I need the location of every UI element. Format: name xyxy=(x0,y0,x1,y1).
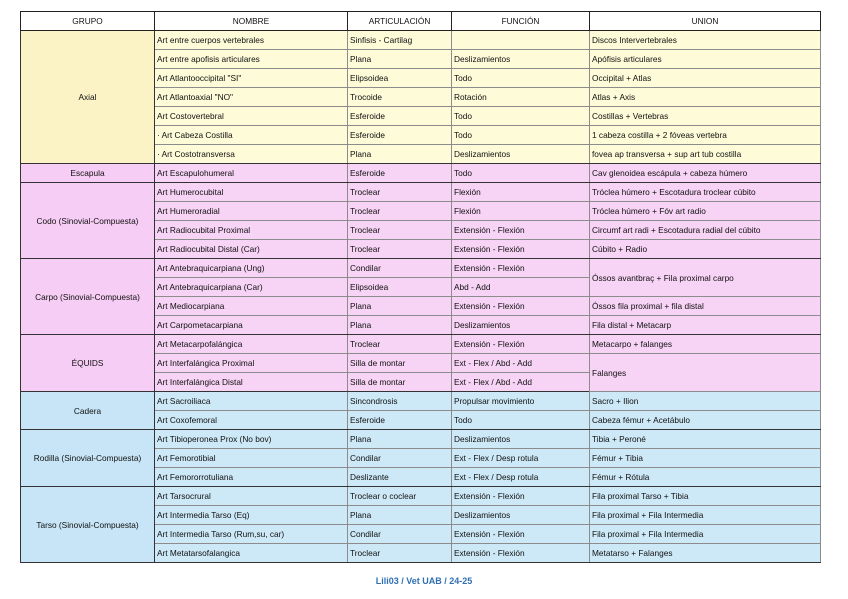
group-cell: Codo (Sinovial-Compuesta) xyxy=(21,183,155,259)
nombre-cell: · Art Cabeza Costilla xyxy=(155,126,348,145)
articulations-table xyxy=(20,11,821,563)
nombre-cell: Art Atlantooccipital "SI" xyxy=(155,69,348,88)
articulacion-cell: Condilar xyxy=(348,259,452,278)
union-cell: Discos Intervertebrales xyxy=(590,31,821,50)
union-cell: Fila proximal Tarso + Tibia xyxy=(590,487,821,506)
funcion-cell: Todo xyxy=(452,164,590,183)
nombre-cell: Art Mediocarpiana xyxy=(155,297,348,316)
union-cell: Fila distal + Metacarp xyxy=(590,316,821,335)
articulacion-cell: Troclear xyxy=(348,544,452,563)
nombre-cell: Art Carpometacarpiana xyxy=(155,316,348,335)
articulacion-cell: Troclear xyxy=(348,183,452,202)
funcion-cell: Deslizamientos xyxy=(452,316,590,335)
table-row xyxy=(21,31,821,50)
funcion-cell: Flexión xyxy=(452,202,590,221)
nombre-cell: Art Escapulohumeral xyxy=(155,164,348,183)
articulacion-cell: Silla de montar xyxy=(348,354,452,373)
funcion-cell: Todo xyxy=(452,69,590,88)
group-cell: Tarso (Sinovial-Compuesta) xyxy=(21,487,155,563)
union-cell: Cav glenoidea escápula + cabeza húmero xyxy=(590,164,821,183)
nombre-cell: Art Atlantoaxial "NO" xyxy=(155,88,348,107)
union-cell: Óssos avantbraç + Fila proximal carpo xyxy=(590,259,821,297)
nombre-cell: Art entre apofisis articulares xyxy=(155,50,348,69)
union-cell: Metatarso + Falanges xyxy=(590,544,821,563)
group-cell: Axial xyxy=(21,31,155,164)
nombre-cell: Art Femororrotuliana xyxy=(155,468,348,487)
articulacion-cell: Troclear xyxy=(348,335,452,354)
articulacion-cell: Plana xyxy=(348,297,452,316)
nombre-cell: Art Sacroiliaca xyxy=(155,392,348,411)
nombre-cell: Art Metacarpofalángica xyxy=(155,335,348,354)
funcion-cell: Extensión - Flexión xyxy=(452,297,590,316)
articulacion-cell: Plana xyxy=(348,50,452,69)
articulacion-cell: Troclear xyxy=(348,221,452,240)
union-cell: Tróclea húmero + Escotadura troclear cúbito xyxy=(590,183,821,202)
group-cell: Carpo (Sinovial-Compuesta) xyxy=(21,259,155,335)
union-cell: Costillas + Vertebras xyxy=(590,107,821,126)
articulacion-cell: Plana xyxy=(348,430,452,449)
nombre-cell: Art Radiocubital Proximal xyxy=(155,221,348,240)
funcion-cell: Flexión xyxy=(452,183,590,202)
articulacion-cell: Esferoide xyxy=(348,107,452,126)
articulacion-cell: Troclear xyxy=(348,202,452,221)
funcion-cell: Todo xyxy=(452,126,590,145)
funcion-cell: Extensión - Flexión xyxy=(452,525,590,544)
funcion-cell: Deslizamientos xyxy=(452,145,590,164)
table-row xyxy=(21,335,821,354)
funcion-cell: Todo xyxy=(452,107,590,126)
nombre-cell: Art Costovertebral xyxy=(155,107,348,126)
footer-credit: Lili03 / Vet UAB / 24-25 xyxy=(375,576,473,586)
union-cell: Tibia + Peroné xyxy=(590,430,821,449)
articulacion-cell: Troclear o coclear xyxy=(348,487,452,506)
union-cell: Fila proximal + Fila Intermedia xyxy=(590,506,821,525)
group-cell: Rodilla (Sinovial-Compuesta) xyxy=(21,430,155,487)
funcion-cell: Extensión - Flexión xyxy=(452,335,590,354)
funcion-cell: Extensión - Flexión xyxy=(452,487,590,506)
articulacion-cell: Trocoide xyxy=(348,88,452,107)
funcion-cell: Deslizamientos xyxy=(452,506,590,525)
articulacion-cell: Plana xyxy=(348,316,452,335)
articulacion-cell: Esferoide xyxy=(348,126,452,145)
header-articulacion: ARTICULACIÓN xyxy=(348,12,452,31)
articulations-sheet xyxy=(20,11,821,563)
nombre-cell: Art Interfalángica Proximal xyxy=(155,354,348,373)
union-cell: Cabeza fémur + Acetábulo xyxy=(590,411,821,430)
funcion-cell: Extensión - Flexión xyxy=(452,240,590,259)
header-row xyxy=(21,12,821,31)
funcion-cell: Ext - Flex / Desp rotula xyxy=(452,449,590,468)
articulacion-cell: Silla de montar xyxy=(348,373,452,392)
nombre-cell: Art Tarsocrural xyxy=(155,487,348,506)
union-cell: Apófisis articulares xyxy=(590,50,821,69)
funcion-cell: Rotación xyxy=(452,88,590,107)
funcion-cell: Ext - Flex / Desp rotula xyxy=(452,468,590,487)
articulacion-cell: Sincondrosis xyxy=(348,392,452,411)
funcion-cell: Propulsar movimiento xyxy=(452,392,590,411)
funcion-cell: Todo xyxy=(452,411,590,430)
nombre-cell: Art Femorotibial xyxy=(155,449,348,468)
nombre-cell: Art Intermedia Tarso (Eq) xyxy=(155,506,348,525)
union-cell: Fémur + Tibia xyxy=(590,449,821,468)
union-cell: fovea ap transversa + sup art tub costilla xyxy=(590,145,821,164)
union-cell: Falanges xyxy=(590,354,821,392)
table-row xyxy=(21,164,821,183)
nombre-cell: Art Coxofemoral xyxy=(155,411,348,430)
nombre-cell: Art Radiocubital Distal (Car) xyxy=(155,240,348,259)
header-grupo: GRUPO xyxy=(21,12,155,31)
union-cell: Fémur + Rótula xyxy=(590,468,821,487)
nombre-cell: Art Humeroradial xyxy=(155,202,348,221)
header-union: UNION xyxy=(590,12,821,31)
articulacion-cell: Elipsoidea xyxy=(348,278,452,297)
funcion-cell: Extensión - Flexión xyxy=(452,259,590,278)
union-cell: Óssos fila proximal + fila distal xyxy=(590,297,821,316)
group-cell: ÉQUIDS xyxy=(21,335,155,392)
union-cell: Metacarpo + falanges xyxy=(590,335,821,354)
union-cell: Fila proximal + Fila Intermedia xyxy=(590,525,821,544)
articulacion-cell: Condilar xyxy=(348,525,452,544)
nombre-cell: Art entre cuerpos vertebrales xyxy=(155,31,348,50)
funcion-cell: Ext - Flex / Abd - Add xyxy=(452,354,590,373)
funcion-cell: Extensión - Flexión xyxy=(452,544,590,563)
union-cell: Occipital + Atlas xyxy=(590,69,821,88)
funcion-cell xyxy=(452,31,590,50)
articulacion-cell: Troclear xyxy=(348,240,452,259)
articulacion-cell: Esferoide xyxy=(348,164,452,183)
funcion-cell: Deslizamientos xyxy=(452,430,590,449)
articulacion-cell: Sinfisis - Cartilag xyxy=(348,31,452,50)
nombre-cell: · Art Costotransversa xyxy=(155,145,348,164)
articulacion-cell: Elipsoidea xyxy=(348,69,452,88)
funcion-cell: Deslizamientos xyxy=(452,50,590,69)
table-row xyxy=(21,430,821,449)
nombre-cell: Art Interfalángica Distal xyxy=(155,373,348,392)
union-cell: Circumf art radi + Escotadura radial del cúbito xyxy=(590,221,821,240)
funcion-cell: Abd - Add xyxy=(452,278,590,297)
nombre-cell: Art Humerocubital xyxy=(155,183,348,202)
header-nombre: NOMBRE xyxy=(155,12,348,31)
articulacion-cell: Deslizante xyxy=(348,468,452,487)
nombre-cell: Art Metatarsofalangica xyxy=(155,544,348,563)
header-funcion: FUNCIÓN xyxy=(452,12,590,31)
group-cell: Cadera xyxy=(21,392,155,430)
articulacion-cell: Esferoide xyxy=(348,411,452,430)
union-cell: 1 cabeza costilla + 2 fóveas vertebra xyxy=(590,126,821,145)
table-row xyxy=(21,259,821,278)
table-row xyxy=(21,183,821,202)
articulacion-cell: Plana xyxy=(348,506,452,525)
table-row xyxy=(21,487,821,506)
union-cell: Atlas + Axis xyxy=(590,88,821,107)
articulacion-cell: Condilar xyxy=(348,449,452,468)
table-row xyxy=(21,392,821,411)
funcion-cell: Ext - Flex / Abd - Add xyxy=(452,373,590,392)
nombre-cell: Art Tibioperonea Prox (No bov) xyxy=(155,430,348,449)
table-body xyxy=(21,31,821,563)
union-cell: Tróclea húmero + Fóv art radio xyxy=(590,202,821,221)
group-cell: Escapula xyxy=(21,164,155,183)
funcion-cell: Extensión - Flexión xyxy=(452,221,590,240)
nombre-cell: Art Antebraquicarpiana (Ung) xyxy=(155,259,348,278)
nombre-cell: Art Antebraquicarpiana (Car) xyxy=(155,278,348,297)
union-cell: Cúbito + Radio xyxy=(590,240,821,259)
union-cell: Sacro + Ilion xyxy=(590,392,821,411)
nombre-cell: Art Intermedia Tarso (Rum,su, car) xyxy=(155,525,348,544)
articulacion-cell: Plana xyxy=(348,145,452,164)
